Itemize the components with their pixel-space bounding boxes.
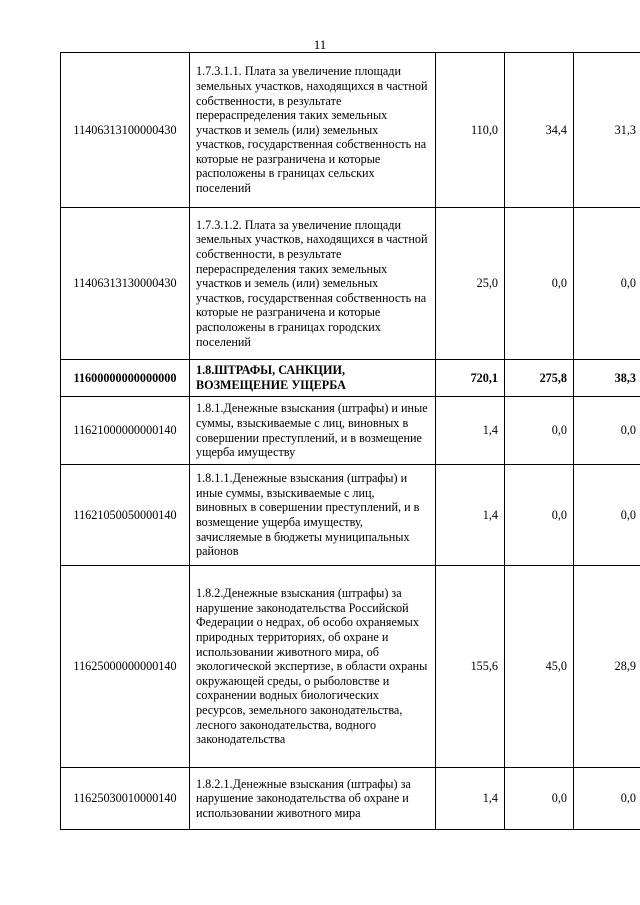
value-cell: 0,0 <box>574 397 640 465</box>
value-cell: 0,0 <box>574 768 640 830</box>
value-cell: 1,4 <box>436 768 505 830</box>
description-cell: 1.7.3.1.2. Плата за увеличение площади земельных участков, находящихся в частной собственности, в результате перераспределения таких земельных участков и земель (или) земельных участков, государственная собственность на которые не разграничена и которые расположены в границах городских поселений <box>190 208 436 360</box>
description-cell: 1.8.2.Денежные взыскания (штрафы) за нарушение законодательства Российской Федерации о недрах, об особо охраняемых природных территориях, об охране и использовании животного мира, об экологической экспертизе, в области охраны окружающей среды, о рыболовстве и сохранении водных биологических ресурсов, земельного законодательства, лесного законодательства, водного законодательства <box>190 566 436 768</box>
value-cell: 34,4 <box>505 53 574 208</box>
description-cell: 1.8.1.1.Денежные взыскания (штрафы) и иные суммы, взыскиваемые с лиц, виновных в совершении преступлений, и в возмещение ущерба имуществу, зачисляемые в бюджеты муниципальных районов <box>190 465 436 566</box>
value-cell: 0,0 <box>574 208 640 360</box>
table-row <box>61 465 640 566</box>
value-cell: 0,0 <box>505 397 574 465</box>
value-cell: 25,0 <box>436 208 505 360</box>
budget-code-cell: 11625000000000140 <box>61 566 190 768</box>
budget-code-cell: 11406313130000430 <box>61 208 190 360</box>
table-row <box>61 397 640 465</box>
value-cell: 1,4 <box>436 465 505 566</box>
value-cell: 0,0 <box>505 465 574 566</box>
table-row <box>61 53 640 208</box>
value-cell: 0,0 <box>505 208 574 360</box>
table-row <box>61 768 640 830</box>
value-cell: 45,0 <box>505 566 574 768</box>
budget-code-cell: 11600000000000000 <box>61 360 190 397</box>
value-cell: 0,0 <box>574 465 640 566</box>
value-cell: 1,4 <box>436 397 505 465</box>
section-title-cell: 1.8.ШТРАФЫ, САНКЦИИ, ВОЗМЕЩЕНИЕ УЩЕРБА <box>190 360 436 397</box>
budget-code-cell: 11621050050000140 <box>61 465 190 566</box>
page-number: 11 <box>313 37 327 52</box>
value-cell: 110,0 <box>436 53 505 208</box>
description-cell: 1.7.3.1.1. Плата за увеличение площади земельных участков, находящихся в частной собственности, в результате перераспределения таких земельных участков и земель (или) земельных участков, государственная собственность на которые не разграничена и которые расположены в границах сельских поселений <box>190 53 436 208</box>
description-cell: 1.8.1.Денежные взыскания (штрафы) и иные суммы, взыскиваемые с лиц, виновных в совершении преступлений, и в возмещение ущерба имуществу <box>190 397 436 465</box>
value-cell: 0,0 <box>505 768 574 830</box>
budget-code-cell: 11406313100000430 <box>61 53 190 208</box>
value-cell: 38,3 <box>574 360 640 397</box>
table-row <box>61 566 640 768</box>
value-cell: 720,1 <box>436 360 505 397</box>
table-row <box>61 208 640 360</box>
value-cell: 28,9 <box>574 566 640 768</box>
value-cell: 31,3 <box>574 53 640 208</box>
table-row-section-total <box>61 360 640 397</box>
budget-code-cell: 11625030010000140 <box>61 768 190 830</box>
description-cell: 1.8.2.1.Денежные взыскания (штрафы) за нарушение законодательства об охране и использовании животного мира <box>190 768 436 830</box>
value-cell: 155,6 <box>436 566 505 768</box>
budget-code-cell: 11621000000000140 <box>61 397 190 465</box>
revenue-table <box>60 52 640 830</box>
value-cell: 275,8 <box>505 360 574 397</box>
